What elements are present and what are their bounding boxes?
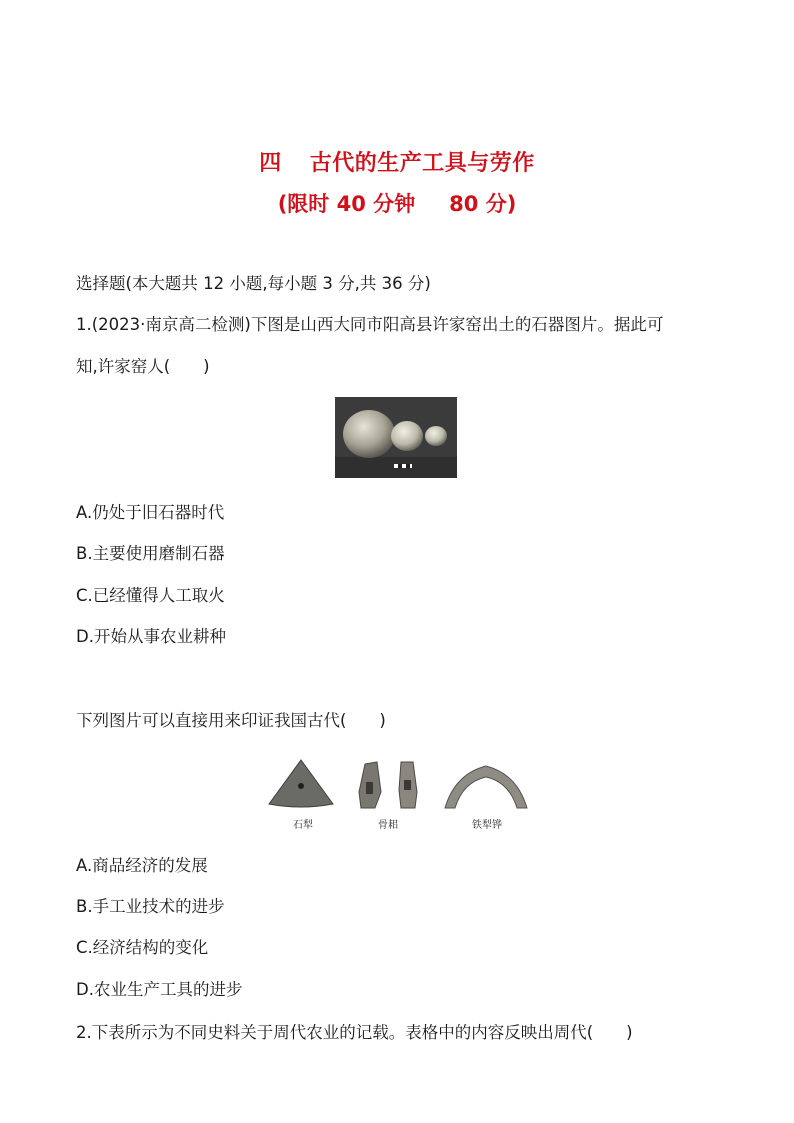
time-limit-score: 80 分) (449, 192, 517, 216)
q-tools-option-b: B.手工业技术的进步 (76, 897, 225, 916)
chapter-number: 四 (259, 151, 282, 176)
q-tools-stem (76, 710, 386, 732)
caption-stone-plough: 石犁 (293, 820, 313, 831)
section-heading: 选择题(本大题共 12 小题,每小题 3 分,共 36 分) (76, 274, 431, 293)
stone-tools-photo (335, 397, 457, 478)
q1-stem-line2 (76, 356, 210, 378)
q2-answer-blank: ( ) (586, 1023, 633, 1042)
q1-option-c: C.已经懂得人工取火 (76, 586, 225, 605)
q1-stem-line1: 1.(2023·南京高二检测)下图是山西大同市阳高县许家窑出土的石器图片。据此可 (76, 315, 664, 334)
q-tools-option-d: D.农业生产工具的进步 (76, 980, 243, 999)
q1-answer-blank: ( ) (163, 357, 210, 376)
q1-option-b: B.主要使用磨制石器 (76, 544, 225, 563)
farming-tools-photo (265, 752, 530, 834)
q-tools-stem-text: 下列图片可以直接用来印证我国古代 (76, 711, 340, 730)
q1-option-a: A.仍处于旧石器时代 (76, 503, 225, 522)
q1-stem-text: 知,许家窑人 (76, 357, 164, 376)
q2-stem (76, 1022, 633, 1044)
time-limit (0, 188, 794, 218)
stone-tools-illustration (335, 397, 457, 478)
chapter-name: 古代的生产工具与劳作 (309, 151, 535, 176)
q-tools-answer-blank: ( ) (340, 711, 386, 730)
farming-tools-illustration (265, 752, 530, 834)
q-tools-option-a: A.商品经济的发展 (76, 856, 208, 875)
caption-bone-spade: 骨耜 (378, 820, 398, 831)
q1-option-d: D.开始从事农业耕种 (76, 627, 226, 646)
q2-stem-text: 2.下表所示为不同史料关于周代农业的记载。表格中的内容反映出周代 (76, 1023, 587, 1042)
caption-iron-ploughshare: 铁犁铧 (472, 820, 502, 831)
q-tools-option-c: C.经济结构的变化 (76, 938, 209, 957)
time-limit-minutes: (限时 40 分钟 (277, 192, 416, 216)
chapter-title (0, 146, 794, 177)
